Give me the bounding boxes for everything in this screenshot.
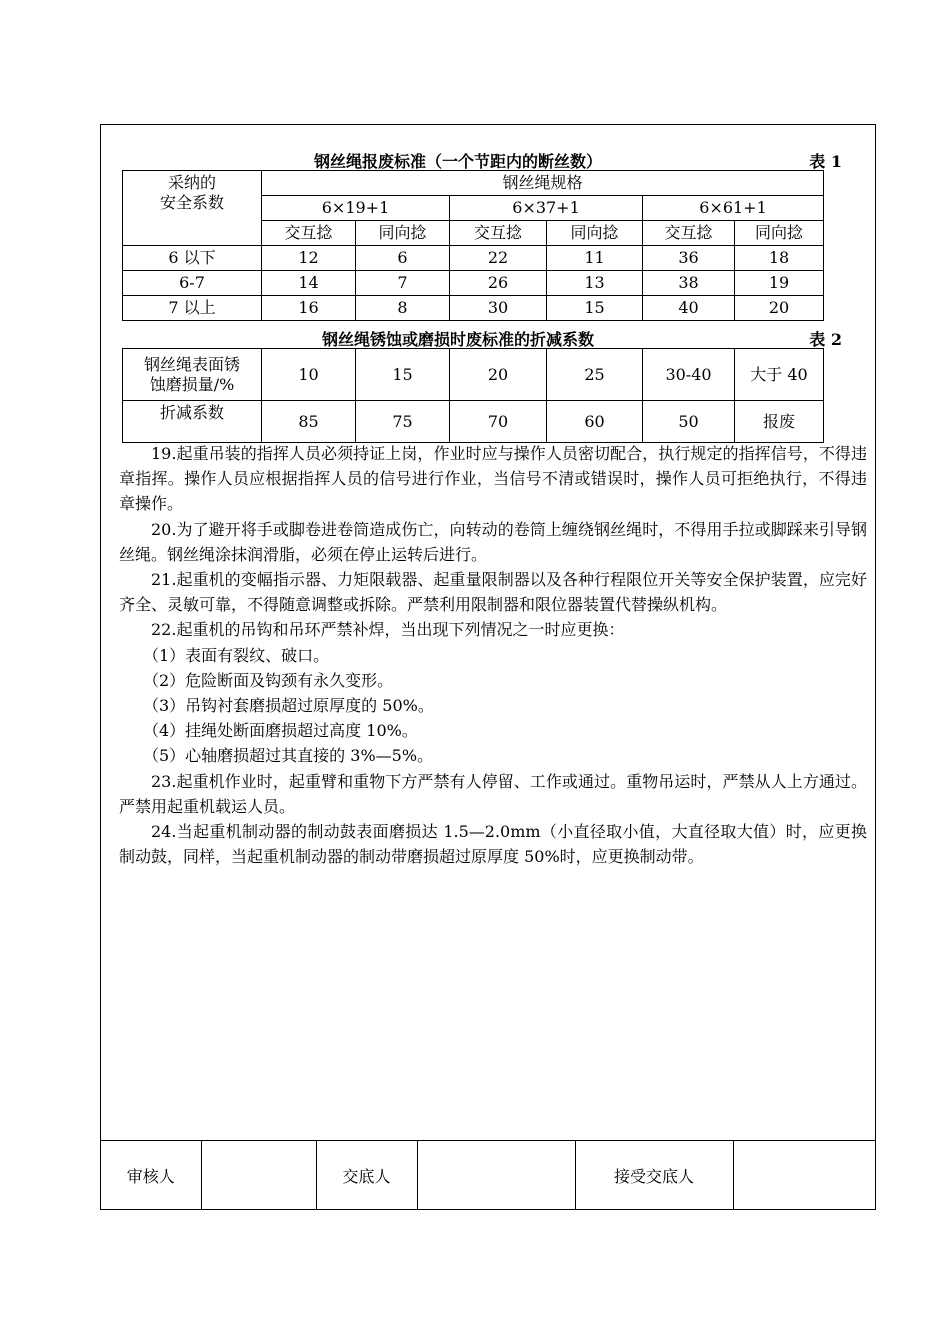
value-cell: 25 xyxy=(547,349,643,401)
value-cell: 19 xyxy=(735,271,824,296)
reviewer-label: 审核人 xyxy=(101,1141,201,1210)
value-cell: 30-40 xyxy=(643,349,735,401)
paragraph: 24.当起重机制动器的制动鼓表面磨损达 1.5—2.0mm（小直径取小值，大直径取大值）时，应更换制动鼓，同样，当起重机制动器的制动带磨损超过原厚度 50%时，应更换制动带。 xyxy=(119,822,867,867)
value-cell: 11 xyxy=(547,246,643,271)
paragraph: 19.起重吊装的指挥人员必须持证上岗，作业时应与操作人员密切配合，执行规定的指挥信号，不得违章指挥。操作人员应根据指挥人员的信号进行作业，当信号不清或错误时，操作人员可拒绝执行，不得违章操作。 xyxy=(119,444,867,514)
value-cell: 50 xyxy=(643,401,735,443)
table-row xyxy=(123,349,824,401)
discloser-label: 交底人 xyxy=(316,1141,417,1210)
value-cell: 15 xyxy=(356,349,450,401)
table1-caption xyxy=(122,147,844,169)
value-cell: 10 xyxy=(262,349,356,401)
discloser-field[interactable] xyxy=(417,1141,575,1210)
lay-type-cell: 同向捻 xyxy=(356,221,450,246)
lay-type-cell: 交互捻 xyxy=(450,221,547,246)
receiver-label: 接受交底人 xyxy=(575,1141,733,1210)
value-cell: 40 xyxy=(643,296,735,321)
value-cell: 30 xyxy=(450,296,547,321)
value-cell: 大于 40 xyxy=(735,349,824,401)
value-cell: 13 xyxy=(547,271,643,296)
value-cell: 22 xyxy=(450,246,547,271)
value-cell: 12 xyxy=(262,246,356,271)
document-frame xyxy=(100,124,876,1210)
table2-title: 钢丝绳锈蚀或磨损时废标准的折减系数 xyxy=(321,330,594,349)
lay-type-cell: 交互捻 xyxy=(643,221,735,246)
value-cell: 15 xyxy=(547,296,643,321)
value-cell: 60 xyxy=(547,401,643,443)
value-cell: 20 xyxy=(735,296,824,321)
table-row xyxy=(123,246,824,271)
value-cell: 36 xyxy=(643,246,735,271)
value-cell: 26 xyxy=(450,271,547,296)
paragraph: 22.起重机的吊钩和吊环严禁补焊，当出现下列情况之一时应更换： xyxy=(151,620,625,640)
value-cell: 75 xyxy=(356,401,450,443)
header-spec: 钢丝绳规格 xyxy=(262,171,824,196)
reduction-label-cell: 折减系数 xyxy=(123,401,262,443)
wire-rope-scrap-table xyxy=(122,170,824,321)
table2-caption xyxy=(122,325,844,347)
paragraph: 23.起重机作业时，起重臂和重物下方严禁有人停留、工作或通过。重物吊运时，严禁从人上方通过。严禁用起重机载运人员。 xyxy=(119,771,867,816)
list-item: （2）危险断面及钩颈有永久变形。 xyxy=(143,670,394,690)
list-item: （1）表面有裂纹、破口。 xyxy=(143,645,330,665)
value-cell: 报废 xyxy=(735,401,824,443)
table-row xyxy=(123,401,824,443)
value-cell: 20 xyxy=(450,349,547,401)
lay-type-cell: 同向捻 xyxy=(735,221,824,246)
value-cell: 38 xyxy=(643,271,735,296)
value-cell: 14 xyxy=(262,271,356,296)
value-cell: 6 xyxy=(356,246,450,271)
spec-cell: 6×61+1 xyxy=(643,196,824,221)
list-item: （4）挂绳处断面磨损超过高度 10%。 xyxy=(143,721,418,741)
factor-cell: 7 以上 xyxy=(123,296,262,321)
lay-type-cell: 同向捻 xyxy=(547,221,643,246)
lay-type-cell: 交互捻 xyxy=(262,221,356,246)
list-item: （5）心轴磨损超过其直接的 3%—5%。 xyxy=(143,746,434,766)
table1-number: 表 1 xyxy=(809,152,842,171)
spec-cell: 6×19+1 xyxy=(262,196,450,221)
paragraph: 21.起重机的变幅指示器、力矩限载器、起重量限制器以及各种行程限位开关等安全保护装置，应完好齐全、灵敏可靠，不得随意调整或拆除。严禁利用限制器和限位器装置代替操纵机构。 xyxy=(119,570,867,615)
receiver-field[interactable] xyxy=(733,1141,875,1210)
factor-cell: 6-7 xyxy=(123,271,262,296)
corrosion-reduction-table xyxy=(122,348,824,443)
value-cell: 18 xyxy=(735,246,824,271)
body-text xyxy=(119,441,867,869)
list-item: （3）吊钩衬套磨损超过原厚度的 50%。 xyxy=(143,696,434,716)
table-row xyxy=(123,296,824,321)
table1-title: 钢丝绳报废标准（一个节距内的断丝数） xyxy=(313,152,602,171)
wear-label-cell: 钢丝绳表面锈 蚀磨损量/% xyxy=(123,349,262,401)
spec-cell: 6×37+1 xyxy=(450,196,643,221)
header-safety-factor: 采纳的 安全系数 xyxy=(123,171,262,246)
paragraph: 20.为了避开将手或脚卷进卷筒造成伤亡，向转动的卷筒上缠绕钢丝绳时，不得用手拉或脚踩来引导钢丝绳。钢丝绳涂抹润滑脂，必须在停止运转后进行。 xyxy=(119,519,867,564)
value-cell: 70 xyxy=(450,401,547,443)
table-row xyxy=(123,271,824,296)
value-cell: 8 xyxy=(356,296,450,321)
value-cell: 16 xyxy=(262,296,356,321)
signature-table xyxy=(101,1140,875,1209)
factor-cell: 6 以下 xyxy=(123,246,262,271)
content-area xyxy=(101,125,875,1140)
reviewer-field[interactable] xyxy=(201,1141,316,1210)
value-cell: 7 xyxy=(356,271,450,296)
value-cell: 85 xyxy=(262,401,356,443)
table2-number: 表 2 xyxy=(809,330,842,349)
